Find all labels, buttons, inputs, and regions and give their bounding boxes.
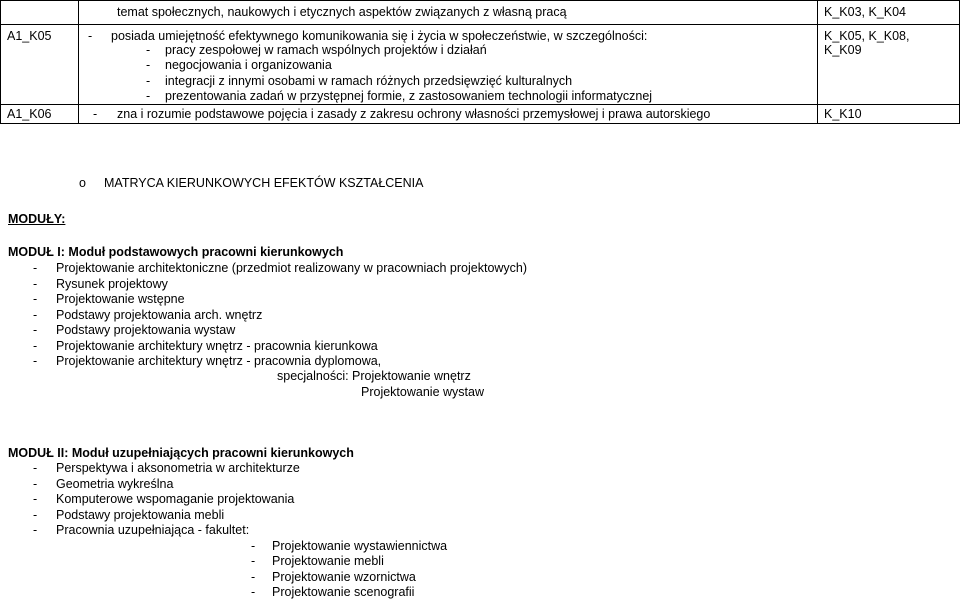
list-dash: - xyxy=(251,554,256,568)
list-dash: - xyxy=(33,277,38,291)
list-dash: - xyxy=(33,292,38,306)
table-cell-code: A1_K06 xyxy=(7,107,52,121)
list-dash: - xyxy=(33,339,38,353)
list-item: Komputerowe wspomaganie projektowania xyxy=(56,492,295,506)
module-title: MODUŁ II: Moduł uzupełniających pracowni kierunkowych xyxy=(8,446,354,460)
table-row-border xyxy=(0,104,960,105)
list-item: Perspektywa i aksonometria w architekturze xyxy=(56,461,300,475)
specialties-line: Projektowanie wystaw xyxy=(361,385,484,399)
list-item: prezentowania zadań w przystępnej formie, z zastosowaniem technologii informatycznej xyxy=(165,89,653,103)
table-cell-description: zna i rozumie podstawowe pojęcia i zasady z zakresu ochrony własności przemysłowej i prawa autorskiego xyxy=(117,107,711,121)
table-cell-ref: K_K09 xyxy=(824,43,862,57)
modules-label: MODUŁY: xyxy=(8,212,66,226)
table-cell-ref: K_K05, K_K08, xyxy=(824,29,910,43)
table-cell-code: A1_K05 xyxy=(7,29,52,43)
table-row-border xyxy=(0,24,960,25)
list-item: Projektowanie wstępne xyxy=(56,292,185,306)
list-item: integracji z innymi osobami w ramach różnych przedsięwzięć kulturalnych xyxy=(165,74,573,88)
list-item: Podstawy projektowania arch. wnętrz xyxy=(56,308,263,322)
list-dash: - xyxy=(251,570,256,584)
list-item: Podstawy projektowania mebli xyxy=(56,508,225,522)
table-cell-description: temat społecznych, naukowych i etycznych aspektów związanych z własną pracą xyxy=(117,5,567,19)
sub-list-item: Projektowanie mebli xyxy=(272,554,384,568)
table-left-border xyxy=(0,0,1,124)
section-heading: MATRYCA KIERUNKOWYCH EFEKTÓW KSZTAŁCENIA xyxy=(104,176,424,190)
list-item: Podstawy projektowania wystaw xyxy=(56,323,236,337)
list-item: Pracownia uzupełniająca - fakultet: xyxy=(56,523,250,537)
list-dash: - xyxy=(33,308,38,322)
table-cell-intro: posiada umiejętność efektywnego komunikowania się i życia w społeczeństwie, w szczególności: xyxy=(111,29,648,43)
sub-list-item: Projektowanie scenografii xyxy=(272,585,415,599)
list-dash: - xyxy=(33,323,38,337)
list-dash: - xyxy=(33,508,38,522)
sub-list-item: Projektowanie wystawiennictwa xyxy=(272,539,448,553)
table-bottom-border xyxy=(0,123,960,124)
list-item: Projektowanie architektury wnętrz - pracownia kierunkowa xyxy=(56,339,378,353)
list-dash: - xyxy=(33,492,38,506)
list-dash: - xyxy=(33,354,38,368)
list-dash: - xyxy=(251,539,256,553)
table-cell-ref: K_K03, K_K04 xyxy=(824,5,907,19)
list-dash: - xyxy=(33,461,38,475)
list-item: Projektowanie architektoniczne (przedmiot realizowany w pracowniach projektowych) xyxy=(56,261,528,275)
module-title: MODUŁ I: Moduł podstawowych pracowni kierunkowych xyxy=(8,245,344,259)
table-top-border xyxy=(0,0,960,1)
table-col-divider xyxy=(78,0,79,124)
list-item: Projektowanie architektury wnętrz - pracownia dyplomowa, xyxy=(56,354,382,368)
list-dash: - xyxy=(146,89,151,103)
list-dash: - xyxy=(33,261,38,275)
list-item: Geometria wykreślna xyxy=(56,477,174,491)
table-cell-ref: K_K10 xyxy=(824,107,862,121)
table-col-divider xyxy=(817,0,818,124)
list-dash: - xyxy=(33,523,38,537)
bullet-marker: o xyxy=(79,176,86,190)
list-item: pracy zespołowej w ramach wspólnych projektów i działań xyxy=(165,43,487,57)
list-dash: - xyxy=(146,74,151,88)
sub-list-item: Projektowanie wzornictwa xyxy=(272,570,416,584)
list-item: Rysunek projektowy xyxy=(56,277,168,291)
specialties-line: specjalności: Projektowanie wnętrz xyxy=(277,369,471,383)
list-dash: - xyxy=(146,58,151,72)
list-dash: - xyxy=(251,585,256,599)
list-dash: - xyxy=(88,29,93,43)
list-dash: - xyxy=(33,477,38,491)
list-item: negocjowania i organizowania xyxy=(165,58,332,72)
list-dash: - xyxy=(146,43,151,57)
list-dash: - xyxy=(93,107,98,121)
